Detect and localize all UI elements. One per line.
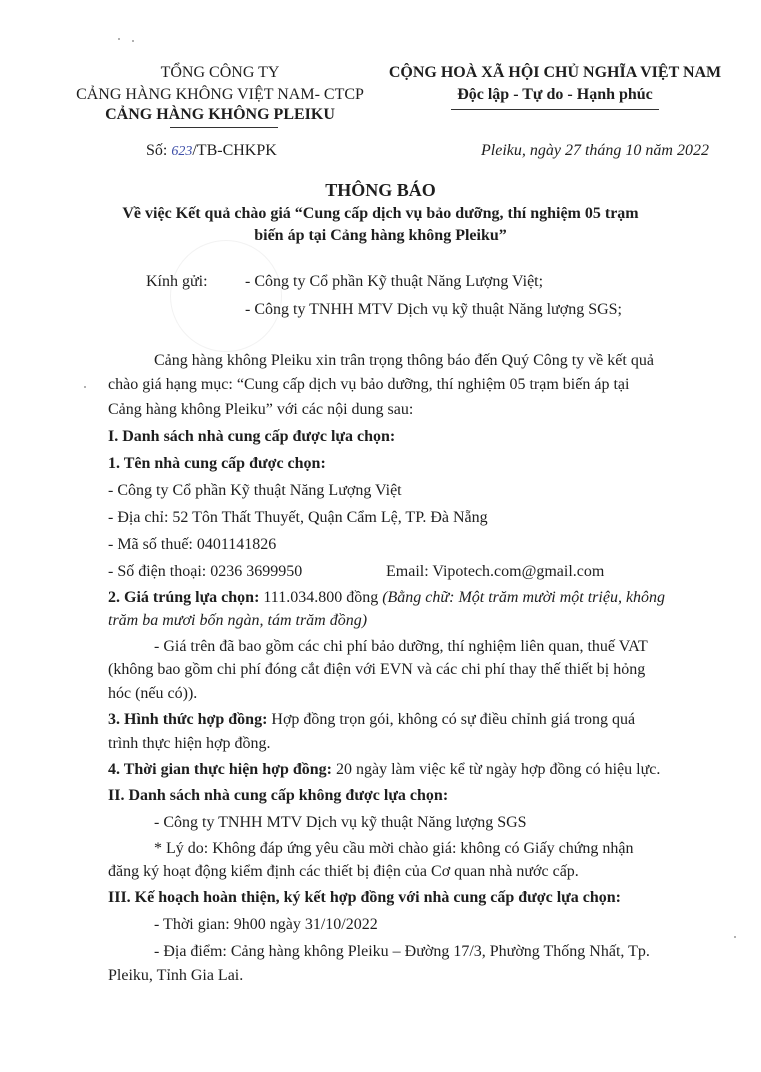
contract-form-value2: trình thực hiện hợp đồng. [108,735,271,752]
contract-form [108,711,635,729]
document-number [146,142,277,160]
signing-place-line2: Pleiku, Tỉnh Gia Lai. [108,967,244,984]
scan-speck [84,386,86,388]
selected-company: - Công ty Cổ phần Kỹ thuật Năng Lượng Việt [108,482,402,499]
scan-speck [132,40,134,42]
section3-heading: III. Kế hoạch hoàn thiện, ký kết hợp đồng với nhà cung cấp được lựa chọn: [108,889,622,906]
signing-place-line1: - Địa điểm: Cảng hàng không Pleiku – Đường 17/3, Phường Thống Nhất, Tp. [154,943,650,960]
contract-form-value1: Hợp đồng trọn gói, không có sự điều chỉnh giá trong quá [271,711,636,728]
header-left-underline [170,127,278,128]
recipient-item: - Công ty TNHH MTV Dịch vụ kỹ thuật Năng lượng SGS; [245,301,622,318]
contract-duration-label: 4. Thời gian thực hiện hợp đồng: [108,761,332,778]
doc-number-prefix: Số: [146,142,168,159]
selected-company-email: Email: Vipotech.com@gmail.com [386,563,605,580]
recipient-item: - Công ty Cổ phần Kỹ thuật Năng Lượng Việt; [245,273,544,290]
intro-line2: chào giá hạng mục: “Cung cấp dịch vụ bảo dưỡng, thí nghiệm 05 trạm biến áp tại [108,376,630,393]
page-title: THÔNG BÁO [325,180,436,200]
header-right-line1: CỘNG HOÀ XÃ HỘI CHỦ NGHĨA VIỆT NAM [388,64,722,81]
contract-duration [108,761,660,779]
header-right-line2: Độc lập - Tự do - Hạnh phúc [457,86,653,103]
price-note-line1: - Giá trên đã bao gồm các chi phí bảo dưỡng, thí nghiệm liên quan, thuế VAT [154,638,648,655]
recipients-label: Kính gửi: [146,273,208,290]
subject-line2: biến áp tại Cảng hàng không Pleiku” [254,227,507,244]
rejection-reason-line2: đăng ký hoạt động kiểm định các thiết bị điện của Cơ quan nhà nước cấp. [108,863,579,880]
header-right-underline [451,109,659,110]
rejected-company: - Công ty TNHH MTV Dịch vụ kỹ thuật Năng lượng SGS [154,814,527,831]
section1-heading: I. Danh sách nhà cung cấp được lựa chọn: [108,428,396,445]
selected-company-tax: - Mã số thuế: 0401141826 [108,536,277,553]
selected-company-phone: - Số điện thoại: 0236 3699950 [108,563,303,580]
section2-heading: II. Danh sách nhà cung cấp không được lựa chọn: [108,787,449,804]
rejection-reason-line1: * Lý do: Không đáp ứng yêu cầu mời chào giá: không có Giấy chứng nhận [154,840,634,857]
winning-price-words1: (Bằng chữ: Một trăm mười một triệu, không [382,589,666,606]
winning-price-words2: trăm ba mươi bốn ngàn, tám trăm đồng) [108,612,368,629]
price-note-line2: (không bao gồm chi phí đóng cắt điện với EVN và các chi phí thay thế thiết bị hỏng [108,661,646,678]
price-note-line3: hóc (nếu có)). [108,685,198,702]
intro-line1: Cảng hàng không Pleiku xin trân trọng thông báo đến Quý Công ty về kết quả [154,352,654,369]
contract-duration-value: 20 ngày làm việc kể từ ngày hợp đồng có hiệu lực. [335,761,661,778]
section1-sub1-heading: 1. Tên nhà cung cấp được chọn: [108,455,326,472]
header-left-line1: TỔNG CÔNG TY [160,64,280,81]
scan-speck [118,38,120,40]
faint-stamp-mark [170,240,282,352]
winning-price-label: 2. Giá trúng lựa chọn: [108,589,260,606]
contract-form-label: 3. Hình thức hợp đồng: [108,711,268,728]
doc-number-handwritten: 623 [171,144,193,159]
doc-number-suffix: /TB-CHKPK [192,142,277,159]
date-line: Pleiku, ngày 27 tháng 10 năm 2022 [481,142,709,159]
winning-price-value: 111.034.800 đồng [263,589,379,606]
subject-line1: Về việc Kết quả chào giá “Cung cấp dịch vụ bảo dưỡng, thí nghiệm 05 trạm [122,205,639,222]
header-left-line2: CẢNG HÀNG KHÔNG VIỆT NAM- CTCP [76,86,364,103]
header-left-line3: CẢNG HÀNG KHÔNG PLEIKU [105,106,335,123]
winning-price [108,589,665,607]
signing-time: - Thời gian: 9h00 ngày 31/10/2022 [154,916,378,933]
selected-company-address: - Địa chỉ: 52 Tôn Thất Thuyết, Quận Cẩm Lệ, TP. Đà Nẵng [108,509,488,526]
scan-speck [734,936,736,938]
intro-line3: Cảng hàng không Pleiku” với các nội dung sau: [108,401,414,418]
